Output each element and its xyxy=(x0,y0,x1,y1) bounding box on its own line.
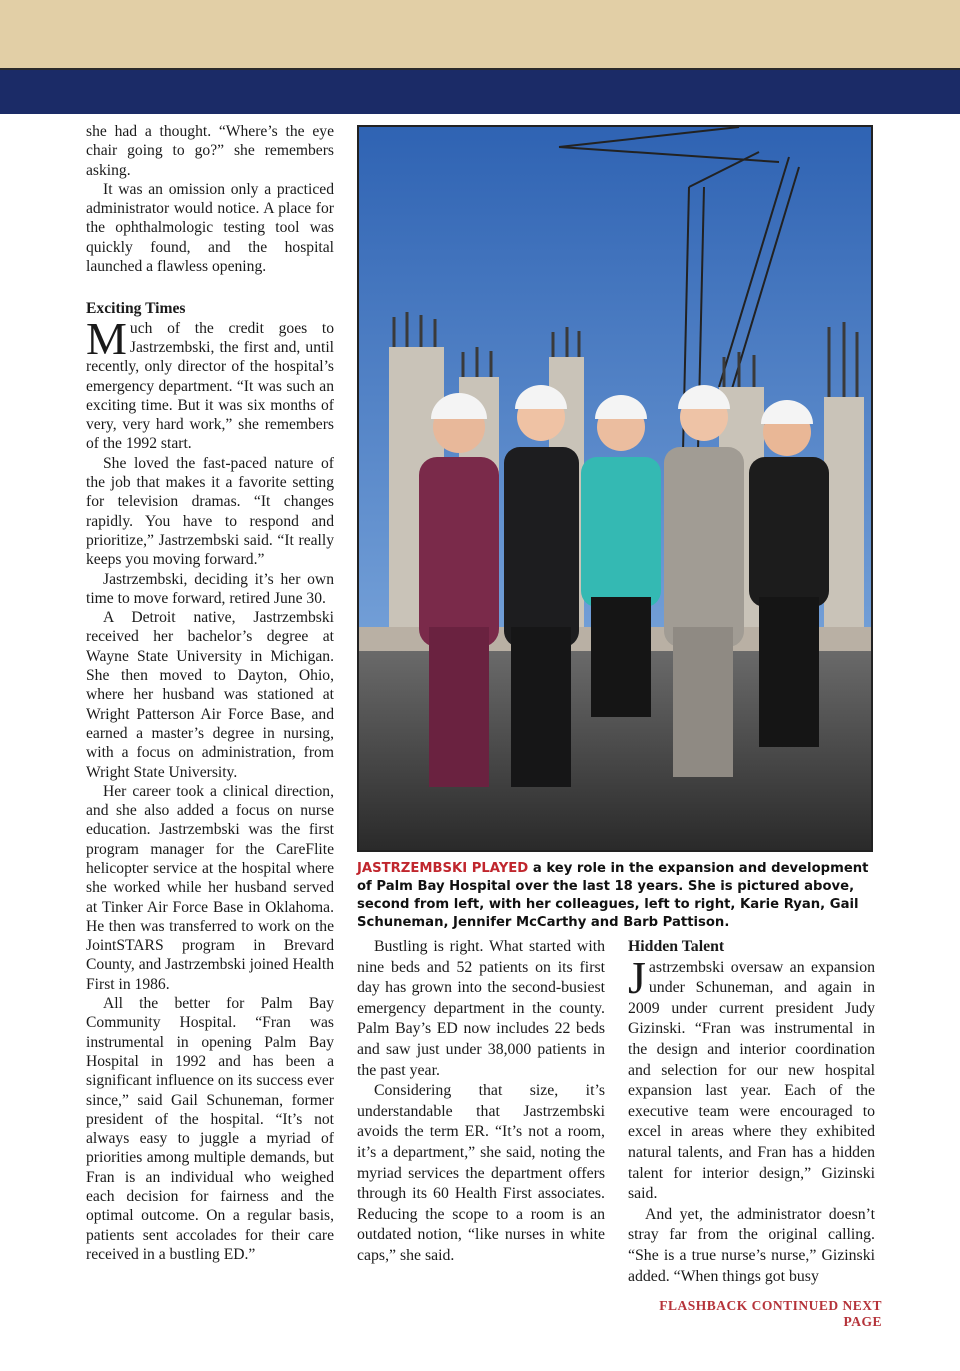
photo-caption xyxy=(357,860,875,932)
paragraph: It was an omission only a practiced administrator would notice. A place for the ophthalmologic testing tool was quickly found, and the hospital launched a flawless opening. xyxy=(86,180,334,276)
caption-text: a key role in the expansion and development of Palm Bay Hospital over the last 18 years. She is pictured above, second from left, with her colleagues, left to right, Karie Ryan, Gail Schuneman, Jennifer McCarthy and Barb Pattison. xyxy=(357,861,869,930)
paragraph: Bustling is right. What started with nine beds and 52 patients on its first day has grown into the second-busiest emergency department in the county. Palm Bay’s ED now includes 22 beds and saw just under 38,000 patients in the past year. xyxy=(357,938,605,1079)
paragraph: All the better for Palm Bay Community Hospital. “Fran was instrumental in opening Palm Bay Hospital in 1992 and has been a significant influence on its success ever since,” said Gail Schuneman, former president of the hospital. “It’s not always easy to juggle a myriad of priorities among multiple demands, but Fran is an individual who weighed each decision for fairness and the optimal outcome. On a regular basis, patients sent accolades for their care received in a bustling ED.” xyxy=(86,995,334,1263)
paragraph: A Detroit native, Jastrzembski received her bachelor’s degree at Wayne State University in Michigan. She then moved to Dayton, Ohio, where her husband was stationed at Wright Patterson Air Force Base, and earned a master’s degree in nursing, with a focus on administration, from Wright State University. xyxy=(86,609,334,781)
section-heading-exciting-times: Exciting Times xyxy=(86,300,186,318)
paragraph-with-dropcap xyxy=(628,951,875,1205)
header-navy-band xyxy=(0,70,960,114)
drop-cap: M xyxy=(86,312,127,364)
photo-illustration xyxy=(359,127,871,850)
group-photo xyxy=(357,125,873,852)
paragraph: Her career took a clinical direction, and she also added a focus on nurse education. Jastrzembski was the first program manager for the CareFlite helicopter service at the hospital where she worked while her husband served at Tinker Air Force Base in Oklahoma. He then was transferred to work on the JointSTARS program in Brevard County, and Jastrzembski joined Health First in 1986. xyxy=(86,782,335,993)
paragraph: Considering that size, it’s understandable that Jastrzembski avoids the term ER. “It’s not a room, it’s a department,” she said, noting the myriad services the department offers through its 60 Health First associates. Reducing the scope to a room is an outdated notion, “like nurses in white caps,” she said. xyxy=(357,1082,605,1264)
article-column-2 xyxy=(357,937,605,1267)
caption-lead: JASTRZEMBSKI PLAYED xyxy=(357,861,529,876)
header-tan-band xyxy=(0,0,960,68)
paragraph-with-dropcap xyxy=(86,312,334,454)
drop-cap: J xyxy=(628,951,646,1003)
paragraph: And yet, the administrator doesn’t stray far from the original calling. “She is a true nurse’s nurse,” Gizinski added. “When things got busy xyxy=(628,1205,875,1285)
article-column-3 xyxy=(628,937,875,1287)
paragraph: she had a thought. “Where’s the eye chair going to go?” she remembers asking. xyxy=(86,123,334,179)
paragraph-text: uch of the credit goes to Jastrzembski, the first and, until recently, only director of the hospital’s emergency department. “It was such an exciting time. But it was six months of very, very hard work,” she remembers of the 1992 start. xyxy=(86,319,334,453)
continued-next-page: FLASHBACK CONTINUED NEXT PAGE xyxy=(659,1298,882,1329)
paragraph-text: astrzembski oversaw an expansion under Schuneman, and again in 2009 under current president Judy Gizinski. “Fran was instrumental in the design and interior coordination and selection for our new hospital expansion last year. Each of the executive team were encouraged to excel in areas where they exhibited natural talents, and Fran has a hidden talent for interior design,” Gizinski said. xyxy=(628,958,875,1203)
paragraph: Jastrzembski, deciding it’s her own time to move forward, retired June 30. xyxy=(86,570,334,607)
paragraph: She loved the fast-paced nature of the job that makes it a favorite setting for television dramas. “It changes rapidly. You have to respond and prioritize,” Jastrzembski said. “It really keeps you moving forward.” xyxy=(86,454,334,569)
article-column-1 xyxy=(86,122,334,1264)
section-heading-hidden-talent: Hidden Talent xyxy=(628,938,725,955)
